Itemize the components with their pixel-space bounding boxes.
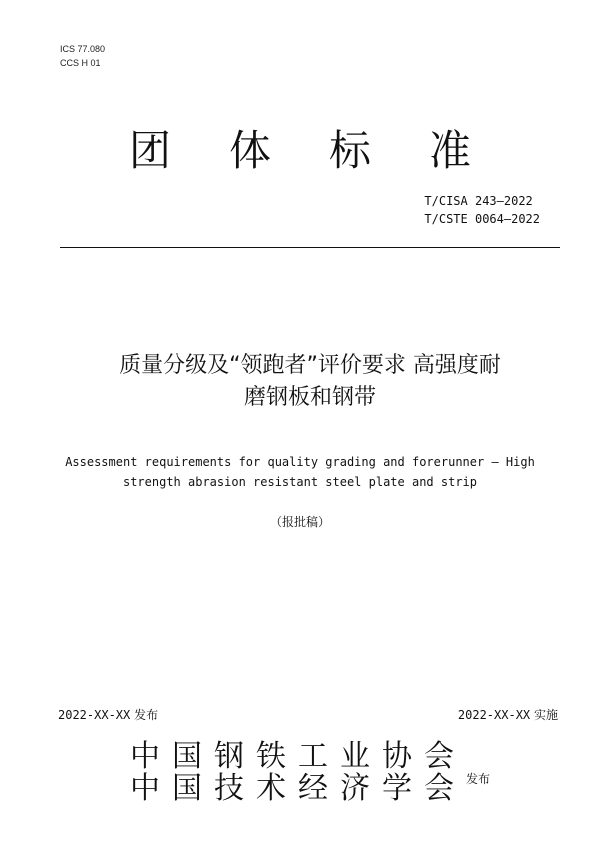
issue-date: 2022-XX-XX — [58, 708, 131, 722]
implement-label: 实施 — [533, 708, 558, 722]
implement-date: 2022-XX-XX — [457, 708, 531, 722]
english-title — [40, 452, 560, 492]
chinese-title — [60, 350, 560, 414]
issue-label: 发布 — [134, 708, 159, 722]
publisher-steel-association: 中国钢铁工业协会 — [130, 739, 466, 774]
classification-codes — [60, 42, 105, 70]
english-title-line-1: Assessment requirements for quality grading and forerunner — High — [65, 455, 535, 469]
standard-number-cste: T/CSTE 0064—2022 — [424, 212, 540, 226]
issue-date-block — [58, 706, 158, 723]
standard-number-cisa: T/CISA 243—2022 — [424, 194, 533, 208]
document-type-title: 团体标准 — [128, 126, 529, 175]
standard-numbers — [424, 192, 540, 228]
chinese-title-line-1: 质量分级及“领跑者”评价要求 高强度耐 — [119, 353, 501, 378]
implement-date-block — [458, 706, 558, 723]
chinese-title-line-2: 磨钢板和钢带 — [243, 385, 376, 410]
ics-code: ICS 77.080 — [60, 44, 106, 54]
publish-label: 发布 — [466, 772, 491, 786]
draft-status: （报批稿） — [269, 515, 330, 529]
header-divider — [60, 247, 560, 248]
english-title-line-2: strength abrasion resistant steel plate and strip — [122, 475, 477, 489]
ccs-code: CCS H 01 — [60, 58, 101, 68]
publisher-technology-economics-society: 中国技术经济学会 — [130, 771, 466, 806]
